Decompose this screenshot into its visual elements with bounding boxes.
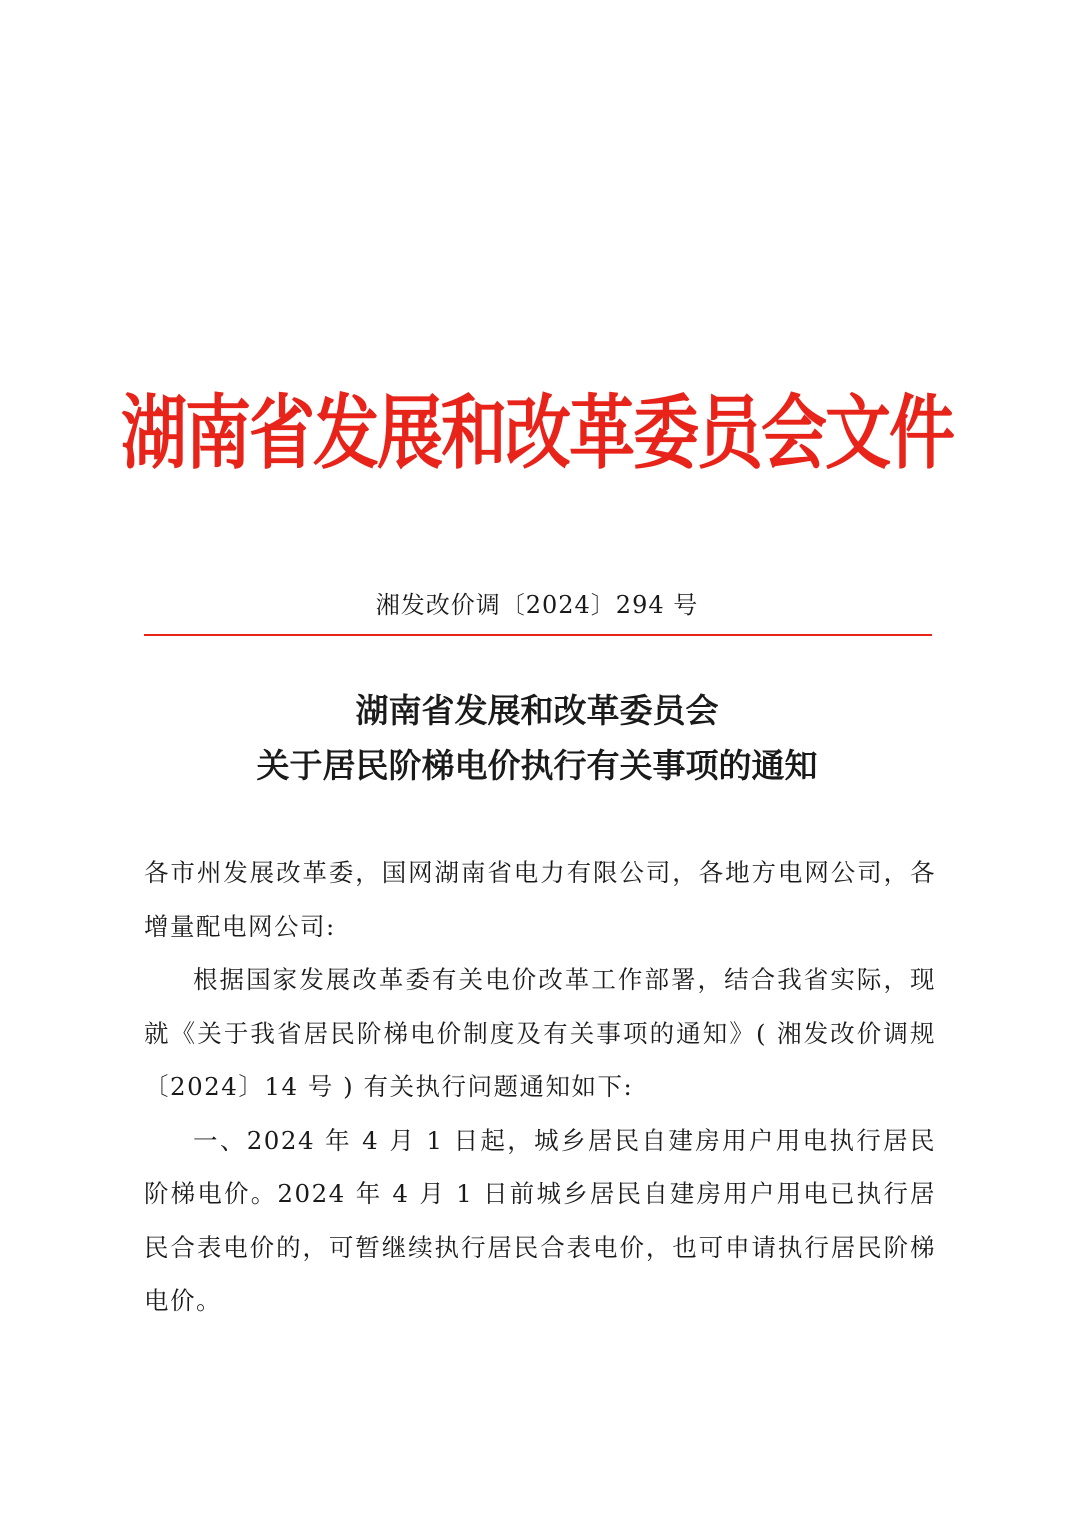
notice-body xyxy=(144,846,936,1328)
addressees: 各市州发展改革委，国网湖南省电力有限公司，各地方电网公司，各增量配电网公司: xyxy=(144,858,936,941)
header-divider xyxy=(144,634,932,636)
notice-title-line-1: 湖南省发展和改革委员会 xyxy=(355,691,719,730)
issuer-header-title: 湖南省发展和改革委员会文件 xyxy=(121,385,953,481)
body-paragraph: 根据国家发展改革委有关电价改革工作部署，结合我省实际，现就《关于我省居民阶梯电价制度及有关事项的通知》( 湘发改价调规〔2024〕14 号 ) 有关执行问题通知如下: xyxy=(144,965,936,1101)
notice-title-line-2: 关于居民阶梯电价执行有关事项的通知 xyxy=(256,746,818,785)
document-number: 湘发改价调〔2024〕294 号 xyxy=(375,591,699,619)
body-paragraph: 一、2024 年 4 月 1 日起，城乡居民自建房用户用电执行居民阶梯电价。2024 年 4 月 1 日前城乡居民自建房用户用电已执行居民合表电价的，可暂继续执行居民合表电价，也可申请执行居民阶梯电价。 xyxy=(144,1125,936,1315)
